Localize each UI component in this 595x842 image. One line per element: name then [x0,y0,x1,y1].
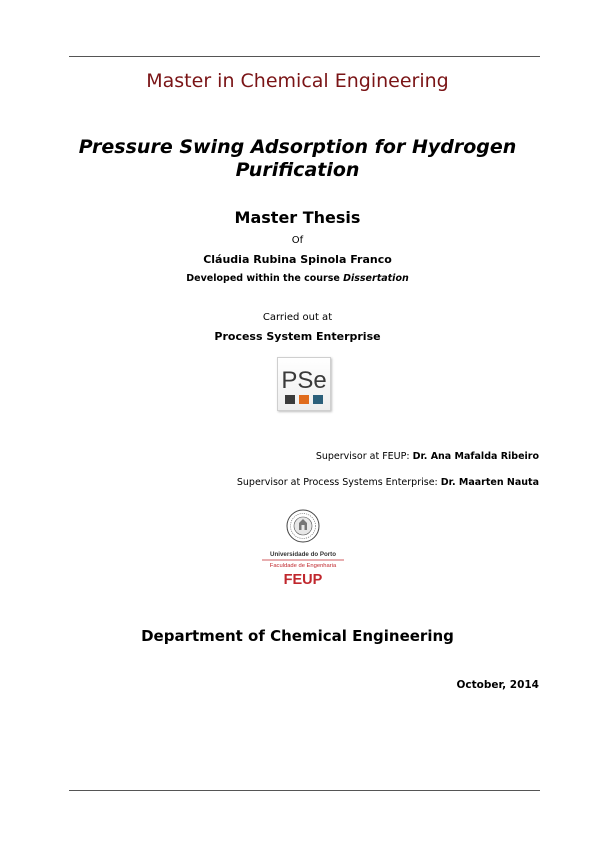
company-name: Process System Enterprise [214,330,381,343]
thesis-date: October, 2014 [456,679,539,691]
pse-logo-text: PSe [281,367,327,394]
feup-logo-graphic [258,508,348,590]
feup-name: FEUP [283,572,323,588]
thesis-title [0,136,595,182]
course-line [0,273,595,284]
carried-out-label: Carried out at [262,312,333,323]
thesis-title-line1: Pressure Swing Adsorption for Hydrogen [78,136,517,158]
supervisor-feup [316,451,539,462]
supervisor-pse [237,477,539,488]
supervisor-pse-label: Supervisor at Process Systems Enterprise: [236,477,441,488]
of-label: Of [291,235,304,246]
author-name: Cláudia Rubina Spinola Franco [203,253,392,266]
pse-logo-graphic [278,358,330,410]
top-rule [69,56,540,57]
faculty-name: Faculdade de Engenharia [269,563,337,569]
course-name: Dissertation [343,273,409,284]
pse-square-blue [313,395,323,404]
supervisor-feup-label: Supervisor at FEUP: [315,451,413,462]
pse-square-orange [299,395,309,404]
university-seal-icon [287,510,319,542]
pse-square-dark [285,395,295,404]
thesis-title-line2: Purification [235,159,360,181]
supervisor-pse-name: Dr. Maarten Nauta [440,477,539,488]
thesis-type: Master Thesis [234,208,361,227]
feup-logo [258,508,348,590]
university-name: Universidade do Porto [269,551,337,558]
degree-title: Master in Chemical Engineering [146,70,449,92]
course-prefix: Developed within the course [186,273,344,284]
supervisor-feup-name: Dr. Ana Mafalda Ribeiro [412,451,539,462]
department-name: Department of Chemical Engineering [141,627,454,645]
pse-logo [277,357,331,411]
bottom-rule [69,790,540,791]
